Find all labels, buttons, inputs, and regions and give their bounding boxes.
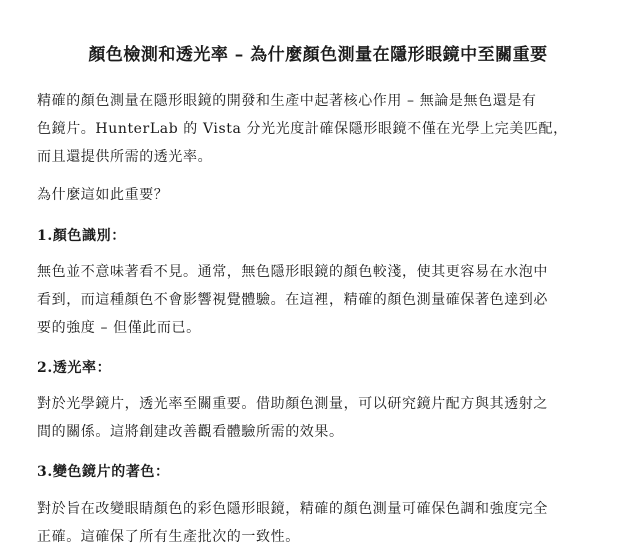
section-line: 無色並不意味著看不見。通常，無色隱形眼鏡的顏色較淺，使其更容易在水泡中	[37, 264, 548, 280]
intro-line: 而且還提供所需的透光率。	[37, 149, 213, 165]
section-line: 對於光學鏡片，透光率至關重要。借助顏色測量，可以研究鏡片配方與其透射之	[37, 396, 548, 412]
intro-paragraph	[37, 87, 593, 171]
section-line: 正確。這確保了所有生產批次的一致性。	[37, 529, 300, 545]
why-question	[37, 181, 593, 209]
intro-line: 精確的顏色測量在隱形眼鏡的開發和生產中起著核心作用 – 無論是無色還是有	[37, 93, 537, 109]
section-paragraph-tinted-lenses	[37, 495, 593, 551]
section-heading-color-recognition: 1.顏色識別：	[37, 228, 126, 244]
section-line: 看到，而這種顏色不會影響視覺體驗。在這裡，精確的顏色測量確保著色達到必	[37, 292, 548, 308]
why-question-text: 為什麼這如此重要？	[37, 187, 169, 203]
section-heading-tinted-lenses: 3.變色鏡片的著色：	[37, 464, 170, 480]
section-line: 間的關係。這將創建改善觀看體驗所需的效果。	[37, 424, 344, 440]
section-paragraph-transmittance	[37, 390, 593, 446]
section-heading-transmittance: 2.透光率：	[37, 360, 112, 376]
document-title: 顏色檢測和透光率 – 為什麼顏色測量在隱形眼鏡中至關重要	[88, 45, 548, 65]
section-paragraph-color-recognition	[37, 258, 593, 342]
section-line: 要的強度 – 但僅此而已。	[37, 320, 201, 336]
intro-line: 色鏡片。HunterLab 的 Vista 分光光度計確保隱形眼鏡不僅在光學上完美匹配，	[37, 121, 568, 137]
section-line: 對於旨在改變眼睛顏色的彩色隱形眼鏡，精確的顏色測量可確保色調和強度完全	[37, 501, 548, 517]
